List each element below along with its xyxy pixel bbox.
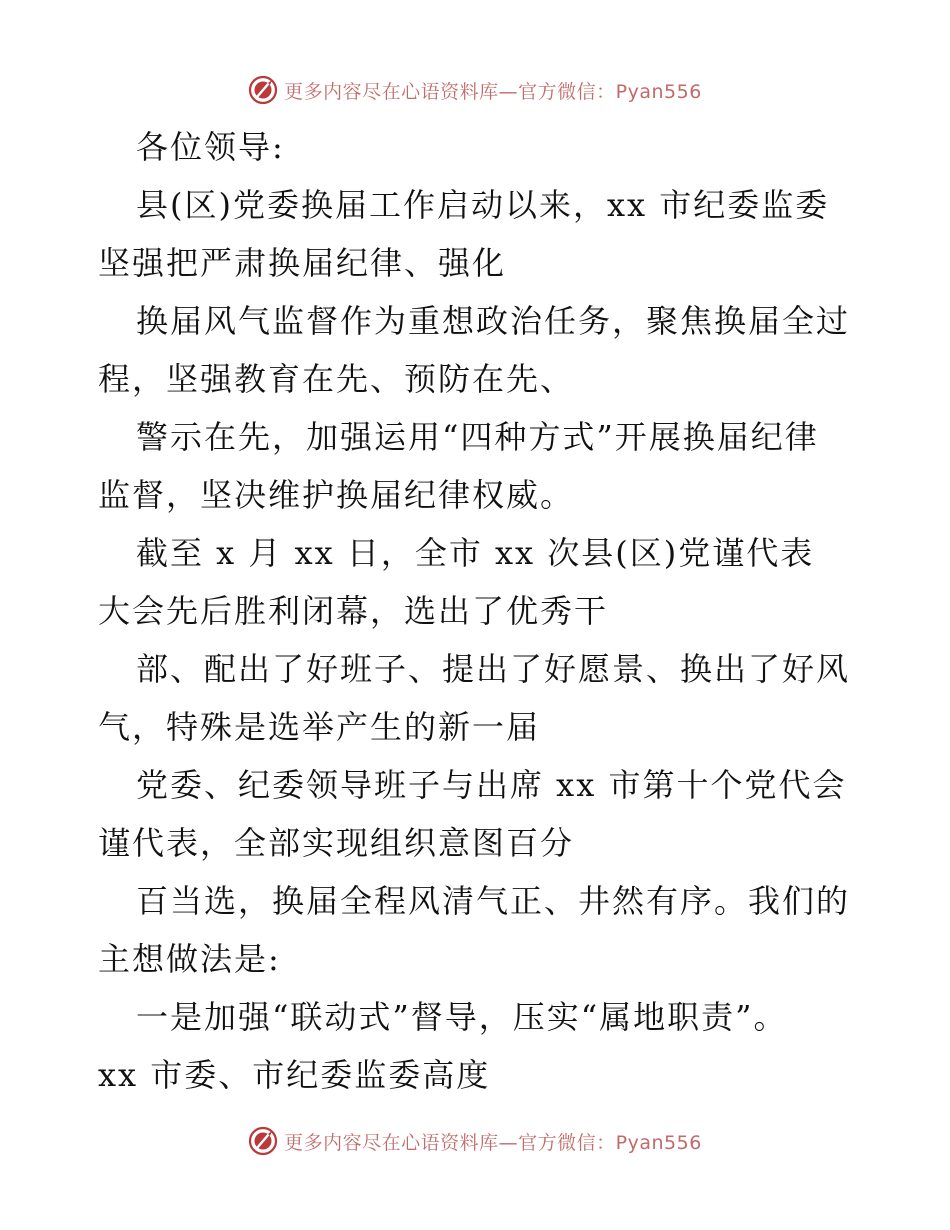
header-banner <box>0 70 950 110</box>
body-line: 各位领导: <box>136 128 285 166</box>
body-line: 程，坚强教育在先、预防在先、 <box>98 360 575 398</box>
footer-banner-text <box>284 1128 702 1155</box>
footer-banner <box>0 1121 950 1161</box>
header-brand-text: 更多内容尽在心语资料库 <box>284 80 499 103</box>
header-banner-text <box>284 77 702 104</box>
body-line: 大会先后胜利闭幕，选出了优秀干 <box>98 592 609 630</box>
body-line: 党委、纪委领导班子与出席 xx 市第十个党代会 <box>136 766 847 804</box>
brand-logo-icon <box>248 1126 278 1156</box>
body-line: xx 市委、市纪委监委高度 <box>98 1056 491 1094</box>
body-line: 监督，坚决维护换届纪律权威。 <box>98 476 575 514</box>
body-line: 换届风气监督作为重想政治任务，聚焦换届全过 <box>136 302 851 340</box>
body-line: 截至 x 月 xx 日，全市 xx 次县(区)党谨代表 <box>136 534 815 572</box>
header-separator: — <box>498 80 519 103</box>
footer-brand-text: 更多内容尽在心语资料库 <box>284 1131 499 1154</box>
body-line: 部、配出了好班子、提出了好愿景、换出了好风 <box>136 650 851 688</box>
body-line: 坚强把严肃换届纪律、强化 <box>98 244 507 282</box>
body-line: 警示在先，加强运用“四种方式”开展换届纪律 <box>136 418 819 456</box>
body-line: 县(区)党委换届工作启动以来，xx 市纪委监委 <box>136 186 830 224</box>
body-line: 气，特殊是选举产生的新一届 <box>98 708 541 746</box>
footer-contact-text: 官方微信：Pyan556 <box>518 1131 702 1154</box>
header-contact-text: 官方微信：Pyan556 <box>518 80 702 103</box>
footer-separator: — <box>498 1131 519 1154</box>
body-line: 百当选，换届全程风清气正、井然有序。我们的 <box>136 882 851 920</box>
body-line: 一是加强“联动式”督导，压实“属地职责”。 <box>136 998 788 1036</box>
body-line: 谨代表，全部实现组织意图百分 <box>98 824 575 862</box>
brand-logo-icon <box>248 75 278 105</box>
document-body <box>98 118 858 1104</box>
body-line: 主想做法是: <box>98 940 281 978</box>
